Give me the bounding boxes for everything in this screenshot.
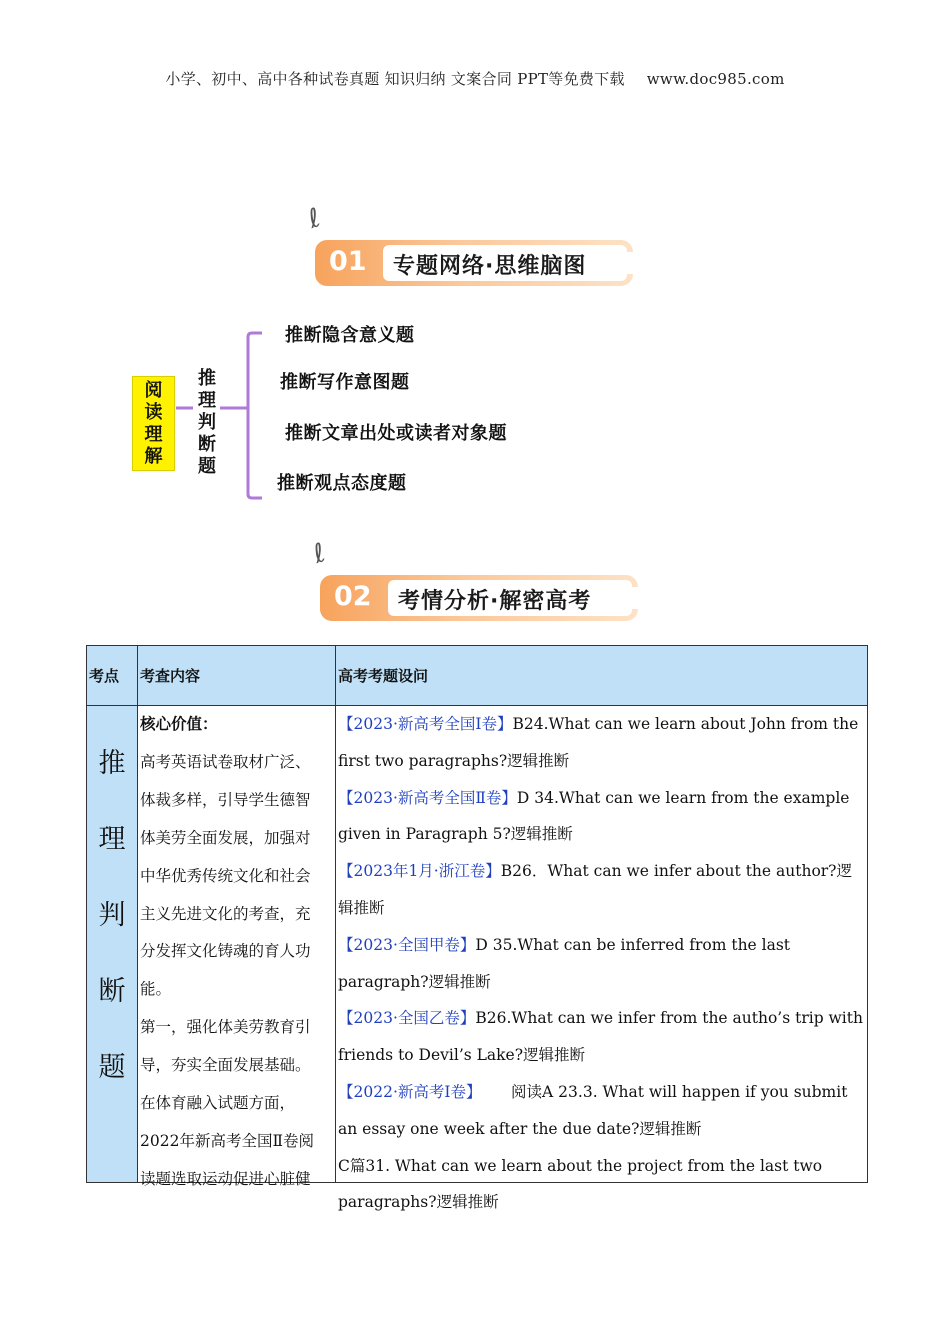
- paperclip-icon: ℓ: [309, 538, 330, 570]
- question-item: C篇31. What can we learn about the project from the last two paragraphs?逻辑推断: [338, 1156, 823, 1212]
- question-item: 【2023·新高考全国Ⅰ卷】B24.What can we learn about John from the first two paragraphs?逻辑推断: [338, 715, 859, 770]
- question-item: 【2023·全国甲卷】D 35.What can be inferred from the last paragraph?逻辑推断: [338, 935, 791, 991]
- question-item: 【2023·全国乙卷】B26.What can we infer from the autho’s trip with friends to Devil’s Lake?逻辑推断: [338, 1009, 863, 1065]
- section-title: 专题网络·思维脑图: [393, 254, 587, 279]
- questions-cell: [336, 706, 868, 1212]
- branch-bracket: [248, 333, 262, 498]
- question-item: 【2023·新高考全国Ⅱ卷】D 34.What can we learn from the example given in Paragraph 5?逻辑推断: [338, 788, 850, 844]
- header-topic: 考点: [87, 646, 138, 706]
- paperclip-icon: ℓ: [304, 203, 325, 235]
- section-title: 考情分析·解密高考: [398, 589, 592, 614]
- section-number: 01: [329, 246, 367, 277]
- mindmap-leaf: 推断文章出处或读者对象题: [285, 423, 507, 444]
- content-label: 核心价值：: [140, 715, 218, 733]
- question-item: 【2023年1月·浙江卷】B26．What can we infer about the author?逻辑推断: [338, 862, 853, 917]
- analysis-table: [86, 645, 868, 1212]
- table-row: [87, 706, 868, 1183]
- mindmap-leaf: 推断隐含意义题: [285, 325, 415, 346]
- section-banner-02: [309, 538, 638, 621]
- header-content: 考查内容: [138, 646, 336, 706]
- mindmap-leaf: 推断写作意图题: [280, 372, 410, 393]
- table-header-row: [87, 646, 868, 706]
- section-number: 02: [334, 581, 372, 612]
- mindmap-leaf: 推断观点态度题: [277, 473, 407, 494]
- mindmap-root: 阅 读 理 解: [132, 376, 175, 471]
- content-cell: 核心价值： 高考英语试卷取材广泛、 体裁多样，引导学生德智 体美劳全面发展，加强对 中华优秀传统文化和社会 主义先进文化的考查，充 分发挥文化铸魂的育人功 能。 第一，强化体美劳教育引 导，夯实全面发展基础。 在体育融入试题方面， 2022年新高考全国Ⅱ卷阅 读题选取运动促进心脏健: [138, 706, 336, 1183]
- topic-cell: [87, 706, 138, 1183]
- mindmap-branches: [0, 0, 950, 600]
- mindmap-middle-node: 推 理 判 断 题: [198, 368, 216, 477]
- header-questions: 高考考题设问: [336, 646, 868, 706]
- question-item: 【2022·新高考I卷】 阅读A 23.3. What will happen if you submit an essay one week after the due date?逻辑推断: [338, 1082, 853, 1138]
- header-text: 小学、初中、高中各种试卷真题 知识归纳 文案合同 PPT等免费下载: [165, 70, 625, 88]
- topic-vertical-title: 推 理 判 断 题: [98, 748, 126, 1083]
- header-url: www.doc985.com: [646, 70, 785, 88]
